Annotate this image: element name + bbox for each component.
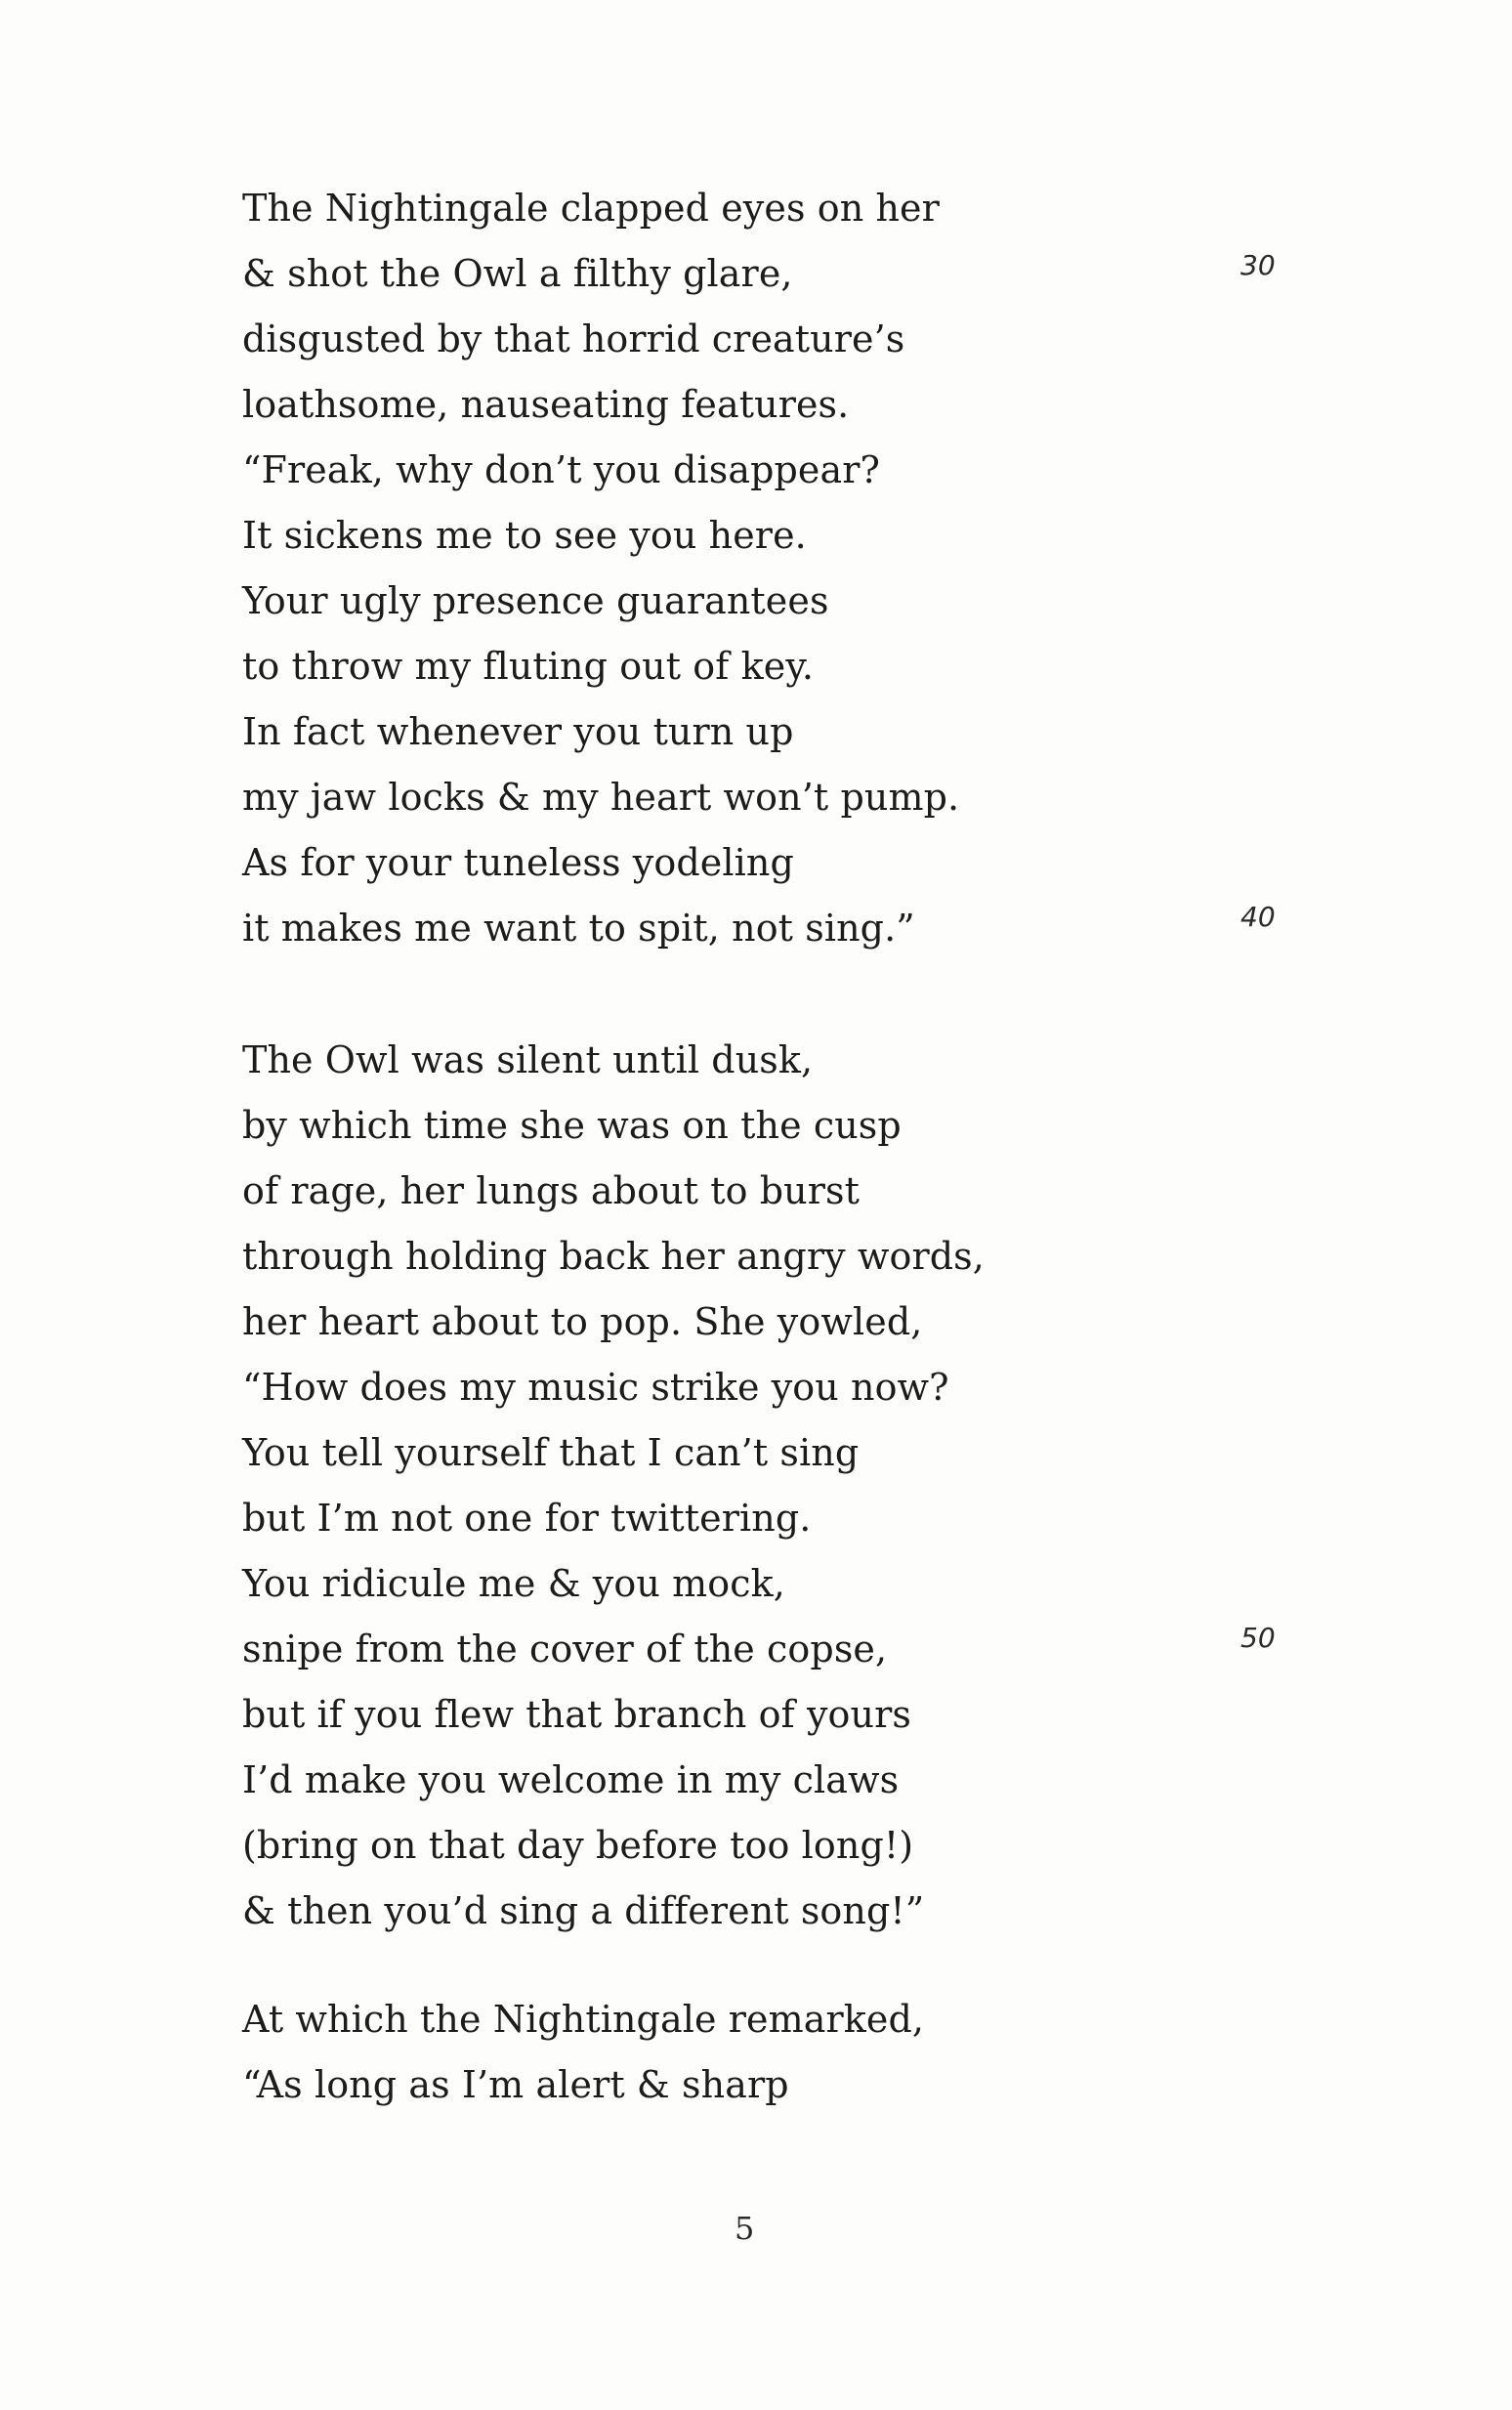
poem-line: Your ugly presence guarantees: [242, 579, 829, 622]
poem-line: & then you’d sing a different song!”: [242, 1889, 925, 1932]
poem-line: but if you flew that branch of yours: [242, 1693, 911, 1736]
poem-line: I’d make you welcome in my claws: [242, 1758, 900, 1801]
poem-line: “How does my music strike you now?: [242, 1366, 949, 1409]
poem-line: The Owl was silent until dusk,: [242, 1038, 814, 1081]
poem-line: by which time she was on the cusp: [242, 1104, 902, 1147]
poem-line: but I’m not one for twittering.: [242, 1497, 812, 1540]
poem-line: You ridicule me & you mock,: [242, 1562, 785, 1605]
poem-line: to throw my fluting out of key.: [242, 645, 815, 688]
stanza-1: [242, 176, 1121, 961]
page-number: 5: [735, 2210, 755, 2247]
line-number-40: 40: [1240, 901, 1276, 933]
stanza-3: [242, 1987, 1121, 2118]
poem-line: It sickens me to see you here.: [242, 514, 807, 557]
poem-line: (bring on that day before too long!): [242, 1824, 914, 1867]
poem-line: At which the Nightingale remarked,: [242, 1998, 925, 2041]
poem-line: my jaw locks & my heart won’t pump.: [242, 776, 960, 819]
stanza-2: [242, 1028, 1121, 1944]
poem-line: As for your tuneless yodeling: [242, 841, 794, 884]
poem-line: “Freak, why don’t you disappear?: [242, 448, 881, 491]
poem-line: loathsome, nauseating features.: [242, 383, 850, 426]
poem-line: snipe from the cover of the copse,: [242, 1628, 888, 1670]
poem-line: disgusted by that horrid creature’s: [242, 317, 905, 360]
poem-line: You tell yourself that I can’t sing: [242, 1431, 860, 1474]
poem-line: The Nightingale clapped eyes on her: [242, 187, 940, 230]
poem-line: & shot the Owl a filthy glare,: [242, 252, 793, 295]
poem-line: through holding back her angry words,: [242, 1235, 985, 1278]
poem-line: her heart about to pop. She yowled,: [242, 1300, 923, 1343]
line-number-50: 50: [1240, 1622, 1276, 1654]
poem-line: “As long as I’m alert & sharp: [242, 2063, 789, 2106]
poem-line: of rage, her lungs about to burst: [242, 1169, 860, 1212]
poem-line: it makes me want to spit, not sing.”: [242, 907, 915, 950]
line-number-30: 30: [1240, 249, 1276, 281]
poem-line: In fact whenever you turn up: [242, 710, 794, 753]
